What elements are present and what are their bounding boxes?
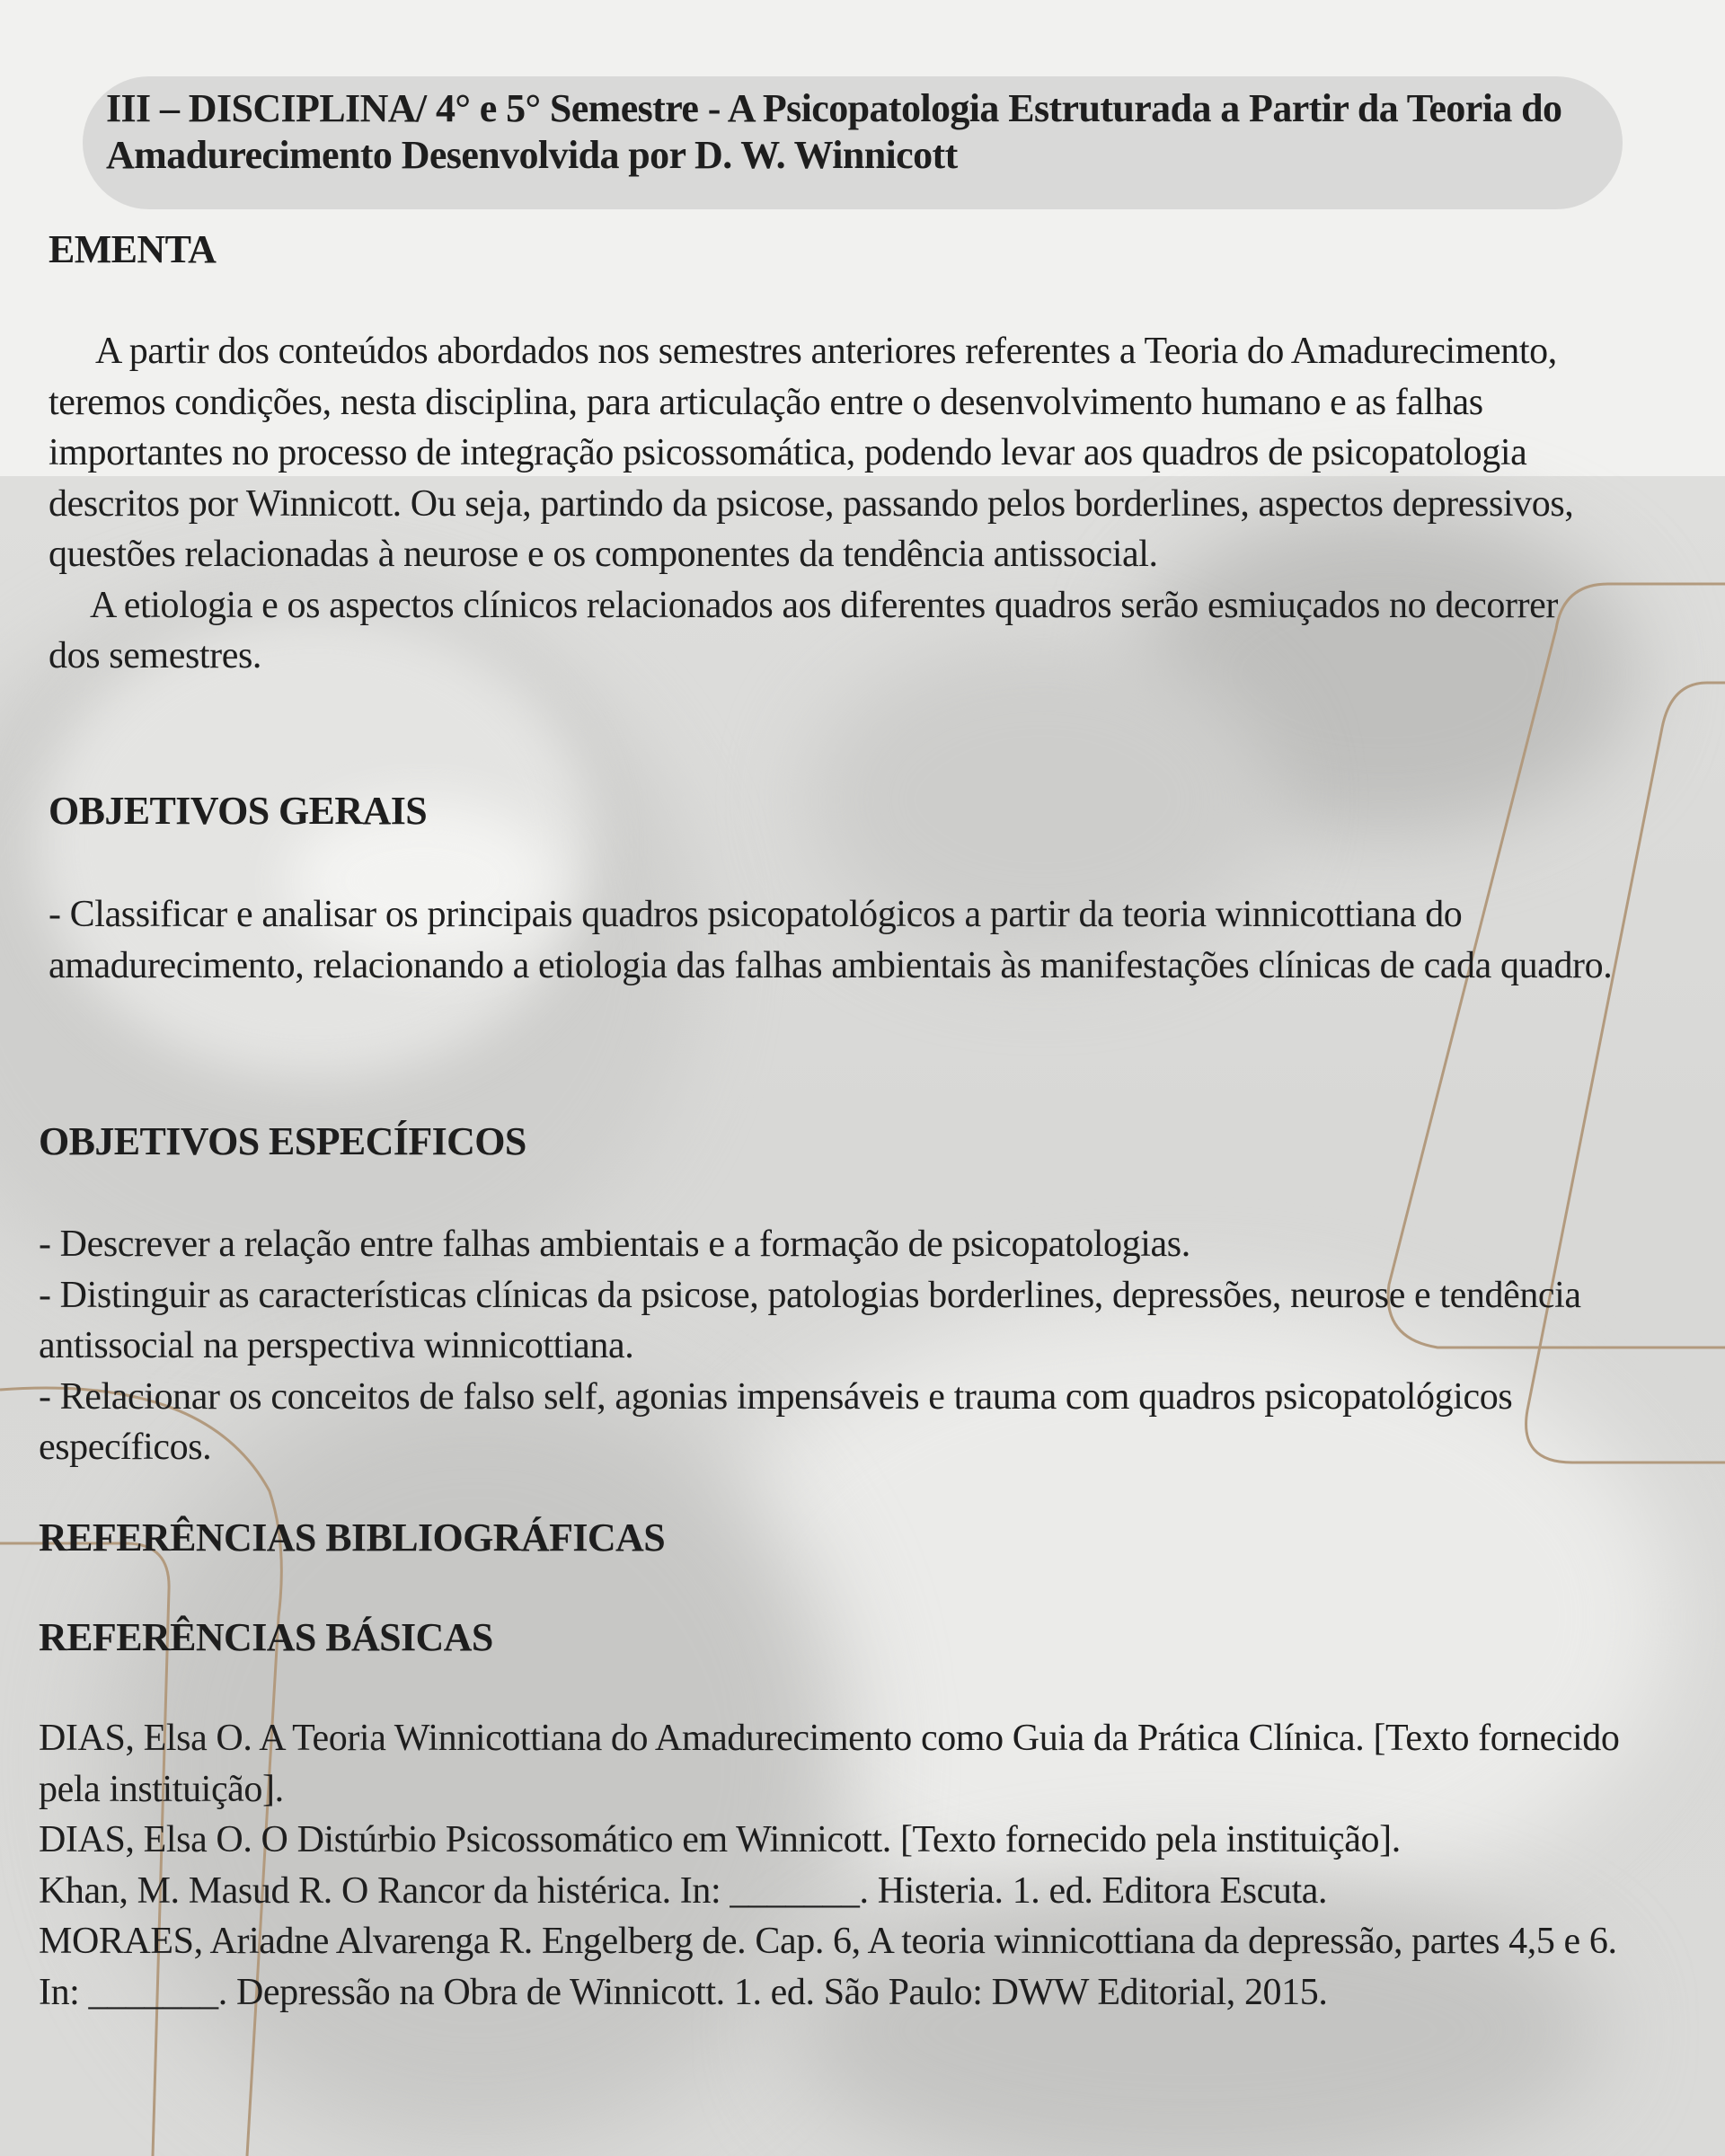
objetivos-especificos-heading: OBJETIVOS ESPECÍFICOS xyxy=(39,1119,526,1163)
ementa-body xyxy=(49,326,1612,682)
discipline-title: III – DISCIPLINA/ 4° e 5° Semestre - A Psicopatologia Estruturada a Partir da Teoria do Amadurecimento Desenvolvida por D. W. Winnicott xyxy=(106,86,1562,177)
ementa-paragraph: A partir dos conteúdos abordados nos semestres anteriores referentes a Teoria do Amadurecimento, teremos condições, nesta disciplina, para articulação entre o desenvolvimento humano e as falhas importantes no processo de integração psicossomática, podendo levar aos quadros de psicopatologia descritos por Winnicott. Ou seja, partindo da psicose, passando pelos borderlines, aspectos depressivos, questões relacionadas à neurose e os componentes da tendência antissocial. xyxy=(49,331,1574,575)
objetivos-especificos-list xyxy=(39,1219,1638,1473)
reference-item: DIAS, Elsa O. O Distúrbio Psicossomático em Winnicott. [Texto fornecido pela instituição]. xyxy=(39,1819,1401,1860)
reference-item: Khan, M. Masud R. O Rancor da histérica. In: _______. Histeria. 1. ed. Editora Escuta. xyxy=(39,1869,1328,1912)
ementa-paragraph: A etiologia e os aspectos clínicos relacionados aos diferentes quadros serão esmiuçados no decorrer dos semestres. xyxy=(49,584,1559,676)
reference-item: DIAS, Elsa O. A Teoria Winnicottiana do Amadurecimento como Guia da Prática Clínica. [Texto fornecido pela instituição]. xyxy=(39,1718,1620,1810)
objetivos-gerais-text: - Classificar e analisar os principais quadros psicopatológicos a partir da teoria winnicottiana do amadurecimento, relacionando a etiologia das falhas ambientais às manifestações clínicas de cada quadro. xyxy=(49,894,1613,986)
list-item: - Descrever a relação entre falhas ambientais e a formação de psicopatologias. xyxy=(39,1224,1190,1265)
list-item: - Relacionar os conceitos de falso self, agonias impensáveis e trauma com quadros psicopatológicos específicos. xyxy=(39,1375,1513,1468)
referencias-basicas-heading: REFERÊNCIAS BÁSICAS xyxy=(39,1615,493,1659)
referencias-heading: REFERÊNCIAS BIBLIOGRÁFICAS xyxy=(39,1515,666,1560)
discipline-title-pill xyxy=(83,76,1623,209)
ementa-heading: EMENTA xyxy=(49,227,217,271)
list-item: - Distinguir as características clínicas da psicose, patologias borderlines, depressões, neurose e tendência antissocial na perspectiva winnicottiana. xyxy=(39,1274,1581,1366)
reference-item: MORAES, Ariadne Alvarenga R. Engelberg de. Cap. 6, A teoria winnicottiana da depressão, partes 4,5 e 6. In: _______. Depressão na Obra de Winnicott. 1. ed. São Paulo: DWW Editorial, 2015. xyxy=(39,1921,1617,2013)
objetivos-gerais-heading: OBJETIVOS GERAIS xyxy=(49,789,428,833)
referencias-list xyxy=(39,1713,1656,2018)
